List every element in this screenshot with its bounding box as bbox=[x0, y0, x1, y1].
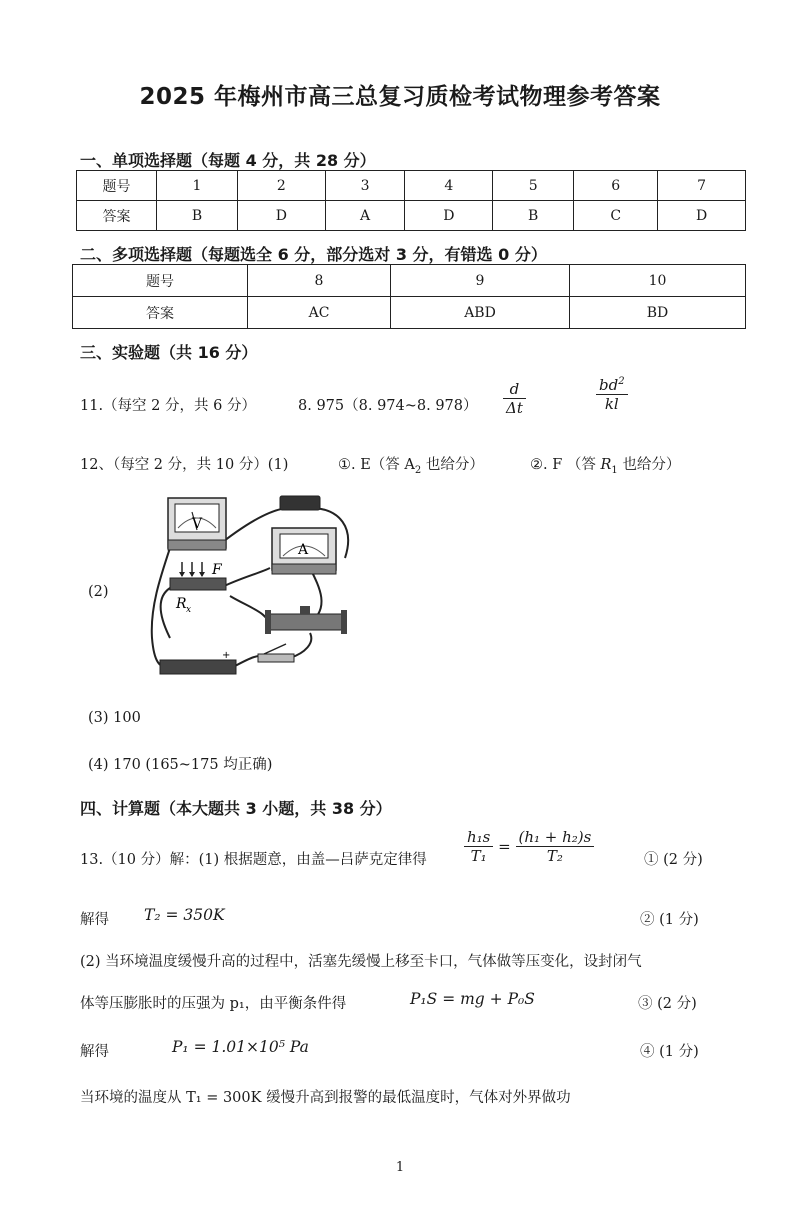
fraction-denominator: kl bbox=[604, 395, 619, 413]
answer-cell: D bbox=[405, 201, 493, 231]
q12-answer-a: ①. E（答 $A_2$ 也给分） bbox=[338, 457, 484, 476]
q13-part2-line1: (2) 当环境温度缓慢升高的过程中，活塞先缓慢上移至卡口，气体做等压变化，设封闭气 bbox=[80, 954, 642, 970]
wire bbox=[230, 596, 270, 628]
rheostat bbox=[268, 614, 344, 630]
q13-equation-2: T₂ = 350K bbox=[144, 906, 225, 924]
section3-heading: 三、实验题（共 16 分） bbox=[80, 343, 258, 362]
answer-cell: C bbox=[574, 201, 658, 231]
q13-intro: 13.（10 分）解：(1) 根据题意，由盖—吕萨克定律得 bbox=[80, 852, 427, 868]
question-number: 9 bbox=[391, 265, 570, 297]
row-label-answer: 答案 bbox=[73, 297, 248, 329]
question-number: 2 bbox=[238, 171, 326, 201]
answer-cell: B bbox=[157, 201, 238, 231]
q13-mark-2: ② (1 分) bbox=[640, 912, 699, 928]
q11-fraction-2 bbox=[596, 376, 628, 413]
answer-cell: BD bbox=[570, 297, 746, 329]
q12-label: 12、（每空 2 分，共 10 分）(1) bbox=[80, 457, 289, 473]
q13-equation-3: P₁S = mg + P₀S bbox=[410, 990, 535, 1008]
circuit-diagram bbox=[140, 488, 370, 688]
table-row bbox=[77, 201, 746, 231]
section2-heading: 二、多项选择题（每题选全 6 分，部分选对 3 分，有错选 0 分） bbox=[80, 245, 547, 264]
voltmeter-label: V bbox=[192, 516, 203, 532]
table-row bbox=[73, 265, 746, 297]
battery-plus: + bbox=[222, 650, 231, 661]
q13-equation-1: $\frac{\text{h₁s}}{\text{T₁}}$ = $\frac{\text{(h₁ + h₂)s}}{\text{T₂}}$ bbox=[464, 828, 594, 865]
q13-mark-3: ③ (2 分) bbox=[638, 996, 697, 1012]
switch bbox=[258, 654, 294, 662]
answer-cell: B bbox=[493, 201, 574, 231]
page-title: 2025 年梅州市高三总复习质检考试物理参考答案 bbox=[139, 84, 661, 110]
fraction-denominator: T₂ bbox=[546, 847, 563, 865]
question-number: 8 bbox=[248, 265, 391, 297]
question-number: 1 bbox=[157, 171, 238, 201]
q11-label: 11.（每空 2 分，共 6 分） bbox=[80, 398, 256, 414]
voltmeter-base bbox=[168, 540, 226, 550]
row-label-answer: 答案 bbox=[77, 201, 157, 231]
answer-cell: A bbox=[325, 201, 405, 231]
page-number: 1 bbox=[395, 1160, 405, 1175]
question-number: 5 bbox=[493, 171, 574, 201]
ammeter-label: A bbox=[298, 542, 309, 558]
label-R-sub: x bbox=[186, 605, 192, 615]
q13-part2-line2: 体等压膨胀时的压强为 p₁，由平衡条件得 bbox=[80, 996, 347, 1012]
solve-label: 解得 bbox=[80, 912, 109, 928]
fraction-denominator: Δt bbox=[506, 399, 523, 417]
solve-label: 解得 bbox=[80, 1044, 109, 1060]
section1-heading: 一、单项选择题（每题 4 分，共 28 分） bbox=[80, 151, 376, 170]
q11-fraction-1 bbox=[503, 380, 526, 417]
q13-mark-1: ① (2 分) bbox=[644, 852, 703, 868]
resistor-rx bbox=[170, 578, 226, 590]
question-number: 6 bbox=[574, 171, 658, 201]
q12-part2-label: (2) bbox=[88, 584, 109, 600]
switch-block bbox=[280, 496, 320, 510]
fraction-numerator: h₁s bbox=[467, 828, 491, 846]
section2-table bbox=[72, 264, 746, 329]
question-number: 10 bbox=[570, 265, 746, 297]
label-R: R bbox=[176, 596, 187, 612]
section4-heading: 四、计算题（本大题共 3 小题，共 38 分） bbox=[80, 799, 392, 818]
exponent: 2 bbox=[618, 376, 625, 387]
fraction-numerator: (h₁ + h₂)s bbox=[518, 828, 592, 846]
q13-equation-4: P₁ = 1.01×10⁵ Pa bbox=[172, 1038, 309, 1056]
table-row bbox=[73, 297, 746, 329]
ammeter-base bbox=[272, 564, 336, 574]
fraction-numerator: d bbox=[509, 380, 520, 398]
row-label-question: 题号 bbox=[73, 265, 248, 297]
q12-answer-b: ②. F （答 $R_1$ 也给分） bbox=[530, 457, 681, 476]
section1-table bbox=[76, 170, 746, 231]
fraction-denominator: T₁ bbox=[470, 847, 487, 865]
q12-part3: (3) 100 bbox=[88, 710, 141, 726]
q12-part4: (4) 170 (165~175 均正确) bbox=[88, 757, 273, 773]
question-number: 3 bbox=[325, 171, 405, 201]
answer-cell: D bbox=[658, 201, 746, 231]
fraction-numerator: bd bbox=[599, 376, 619, 394]
q13-mark-4: ④ (1 分) bbox=[640, 1044, 699, 1060]
wire bbox=[161, 588, 170, 638]
table-row bbox=[77, 171, 746, 201]
label-F: F bbox=[212, 562, 222, 578]
answer-cell: ABD bbox=[391, 297, 570, 329]
wire bbox=[220, 568, 270, 588]
answer-cell: D bbox=[238, 201, 326, 231]
q13-last-line: 当环境的温度从 T₁ = 300K 缓慢升高到报警的最低温度时，气体对外界做功 bbox=[80, 1090, 571, 1106]
row-label-question: 题号 bbox=[77, 171, 157, 201]
battery bbox=[160, 660, 236, 674]
question-number: 4 bbox=[405, 171, 493, 201]
question-number: 7 bbox=[658, 171, 746, 201]
q11-value: 8. 975（8. 974~8. 978） bbox=[298, 398, 478, 414]
answer-cell: AC bbox=[248, 297, 391, 329]
